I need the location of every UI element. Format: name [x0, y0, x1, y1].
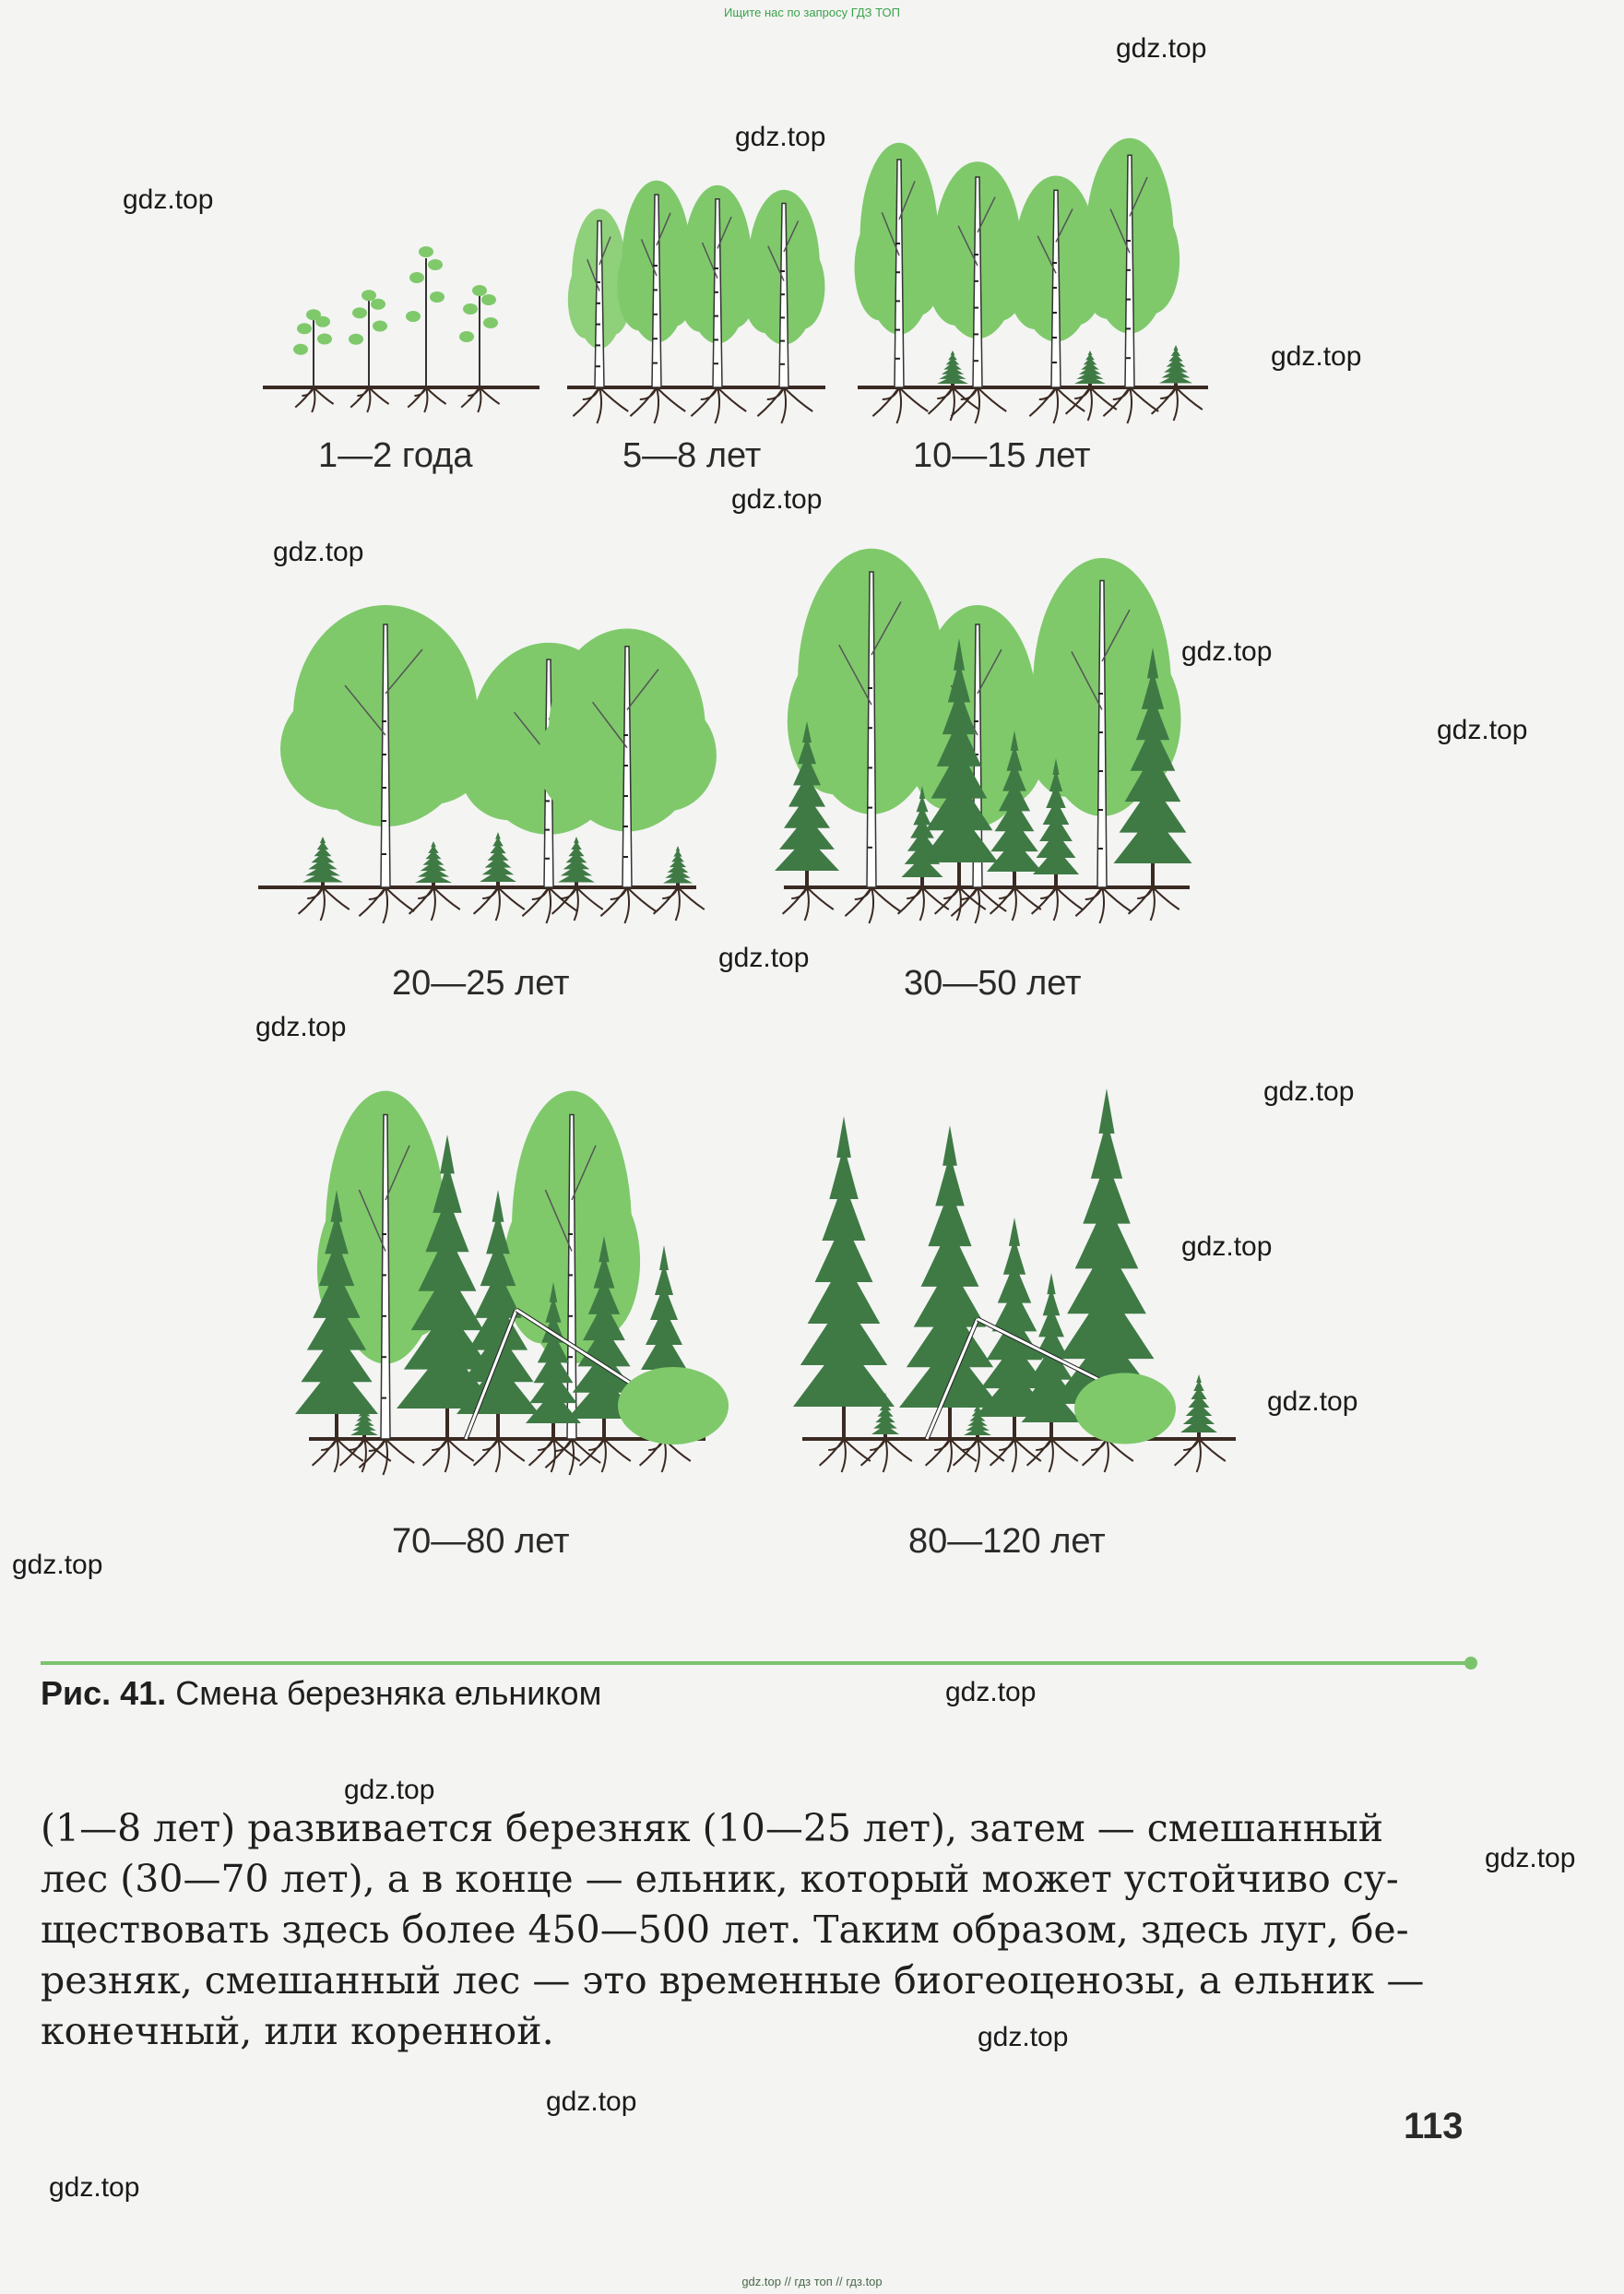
tree-roots	[820, 1439, 871, 1472]
tree-roots	[898, 887, 949, 921]
text-line: резняк, смешанный лес — это временные биогеоценозы, а ельник —	[41, 1958, 1425, 2003]
fallen-birch-crown	[1074, 1373, 1176, 1444]
watermark: gdz.top	[273, 537, 364, 567]
watermark: gdz.top	[1181, 636, 1273, 667]
stage-label: 10—15 лет	[913, 436, 1091, 475]
tree-roots	[757, 387, 812, 423]
tree-roots	[630, 387, 685, 423]
tree-roots	[926, 1439, 977, 1472]
watermark: gdz.top	[546, 2086, 637, 2117]
spruce-tree	[1180, 1374, 1217, 1432]
sapling-leaf	[463, 303, 478, 315]
tree-roots	[522, 887, 577, 923]
watermark: gdz.top	[1271, 341, 1362, 372]
page-number: 113	[1404, 2106, 1464, 2146]
sapling-leaf	[428, 259, 443, 270]
watermark: gdz.top	[1263, 1076, 1355, 1107]
tree-roots	[580, 1439, 631, 1472]
tree-roots	[783, 887, 834, 921]
watermark: gdz.top	[978, 2022, 1069, 2052]
tree-roots	[1129, 887, 1179, 921]
sapling-leaf	[349, 334, 363, 345]
text-line: (1—8 лет) развивается березняк (10—25 лет), затем — смешанный	[41, 1806, 1384, 1850]
tree-roots	[409, 887, 460, 921]
tree-roots	[295, 387, 333, 412]
tree-roots	[990, 887, 1041, 921]
sapling-leaf	[459, 331, 474, 342]
tree-roots	[600, 887, 656, 923]
tree-roots	[872, 387, 928, 423]
tree-roots	[359, 1439, 414, 1475]
watermark: gdz.top	[123, 184, 214, 215]
watermark: gdz.top	[1267, 1386, 1358, 1417]
tree-roots	[299, 887, 350, 921]
watermark: gdz.top	[1116, 33, 1207, 64]
sapling-leaf	[352, 307, 367, 318]
figure-title: Смена березняка ельником	[166, 1674, 602, 1712]
spruce-tree	[558, 837, 595, 883]
watermark: gdz.top	[12, 1550, 103, 1580]
tree-roots	[573, 387, 628, 423]
watermark: gdz.top	[49, 2172, 140, 2203]
watermark: gdz.top	[255, 1012, 347, 1042]
tree-roots	[1029, 387, 1085, 423]
bottom-banner: gdz.top // гдз топ // гдз.top	[741, 2275, 883, 2288]
watermark: gdz.top	[1437, 715, 1528, 745]
sapling-leaf	[297, 323, 312, 334]
spruce-tree	[793, 1116, 895, 1407]
sapling-leaf	[430, 291, 445, 303]
sapling-leaf	[373, 321, 387, 332]
tree-roots	[1075, 887, 1131, 923]
tree-roots	[845, 887, 900, 923]
watermark: gdz.top	[718, 943, 810, 973]
figure-caption	[41, 1674, 601, 1713]
caption-divider-dot	[1464, 1657, 1477, 1670]
watermark: gdz.top	[735, 122, 826, 152]
stage-label: 80—120 лет	[908, 1522, 1106, 1561]
stage-label: 20—25 лет	[392, 964, 570, 1003]
text-line: ществовать здесь более 450—500 лет. Таким образом, здесь луг, бе-	[41, 1908, 1409, 1952]
stage-label: 1—2 года	[318, 436, 473, 475]
tree-roots	[359, 887, 414, 923]
spruce-tree	[663, 846, 693, 884]
watermark: gdz.top	[945, 1677, 1037, 1707]
watermark: gdz.top	[731, 484, 823, 515]
spruce-tree	[302, 837, 343, 883]
watermark: gdz.top	[1181, 1231, 1273, 1262]
tree-roots	[1175, 1439, 1226, 1472]
sapling-leaf	[293, 344, 308, 355]
tree-roots	[350, 387, 388, 412]
tree-roots	[474, 887, 525, 921]
tree-roots	[423, 1439, 474, 1472]
tree-roots	[954, 1439, 1004, 1472]
fallen-birch-crown	[618, 1367, 729, 1444]
caption-divider	[41, 1661, 1470, 1665]
spruce-tree	[1159, 345, 1192, 383]
top-banner: Ищите нас по запросу ГДЗ ТОП	[724, 6, 900, 19]
tree-roots	[408, 387, 445, 412]
tree-roots	[474, 1439, 525, 1472]
spruce-tree	[1051, 1088, 1162, 1404]
spruce-tree	[415, 841, 452, 883]
text-line: конечный, или коренной.	[41, 2009, 554, 2053]
tree-roots	[461, 387, 499, 412]
sapling-leaf	[317, 334, 332, 345]
sapling-leaf	[371, 299, 385, 310]
tree-roots	[929, 387, 979, 421]
figure-number: Рис. 41.	[41, 1674, 167, 1712]
tree-roots	[691, 387, 746, 423]
spruce-tree	[937, 351, 968, 384]
watermark: gdz.top	[1485, 1843, 1576, 1873]
tree-roots	[1032, 887, 1083, 921]
tree-roots	[861, 1439, 912, 1472]
watermark: gdz.top	[344, 1775, 435, 1805]
sapling-leaf	[419, 246, 433, 257]
stage-label: 70—80 лет	[392, 1522, 570, 1561]
stage-label: 5—8 лет	[622, 436, 762, 475]
tree-roots	[552, 887, 603, 921]
sapling-leaf	[483, 317, 498, 328]
sapling-leaf	[481, 294, 496, 305]
tree-roots	[313, 1439, 363, 1472]
spruce-tree	[480, 832, 516, 882]
sapling-leaf	[409, 272, 424, 283]
stage-label: 30—50 лет	[904, 964, 1082, 1003]
tree-roots	[654, 887, 705, 921]
sapling-leaf	[306, 309, 321, 320]
sapling-leaf	[362, 290, 376, 301]
spruce-tree	[899, 1125, 1001, 1408]
tree-roots	[1152, 387, 1203, 421]
body-paragraph	[41, 1803, 1479, 2057]
spruce-tree	[1074, 351, 1106, 384]
sapling-leaf	[406, 311, 421, 322]
text-line: лес (30—70 лет), а в конце — ельник, который может устойчиво су-	[41, 1857, 1399, 1901]
sapling-leaf	[472, 285, 487, 296]
